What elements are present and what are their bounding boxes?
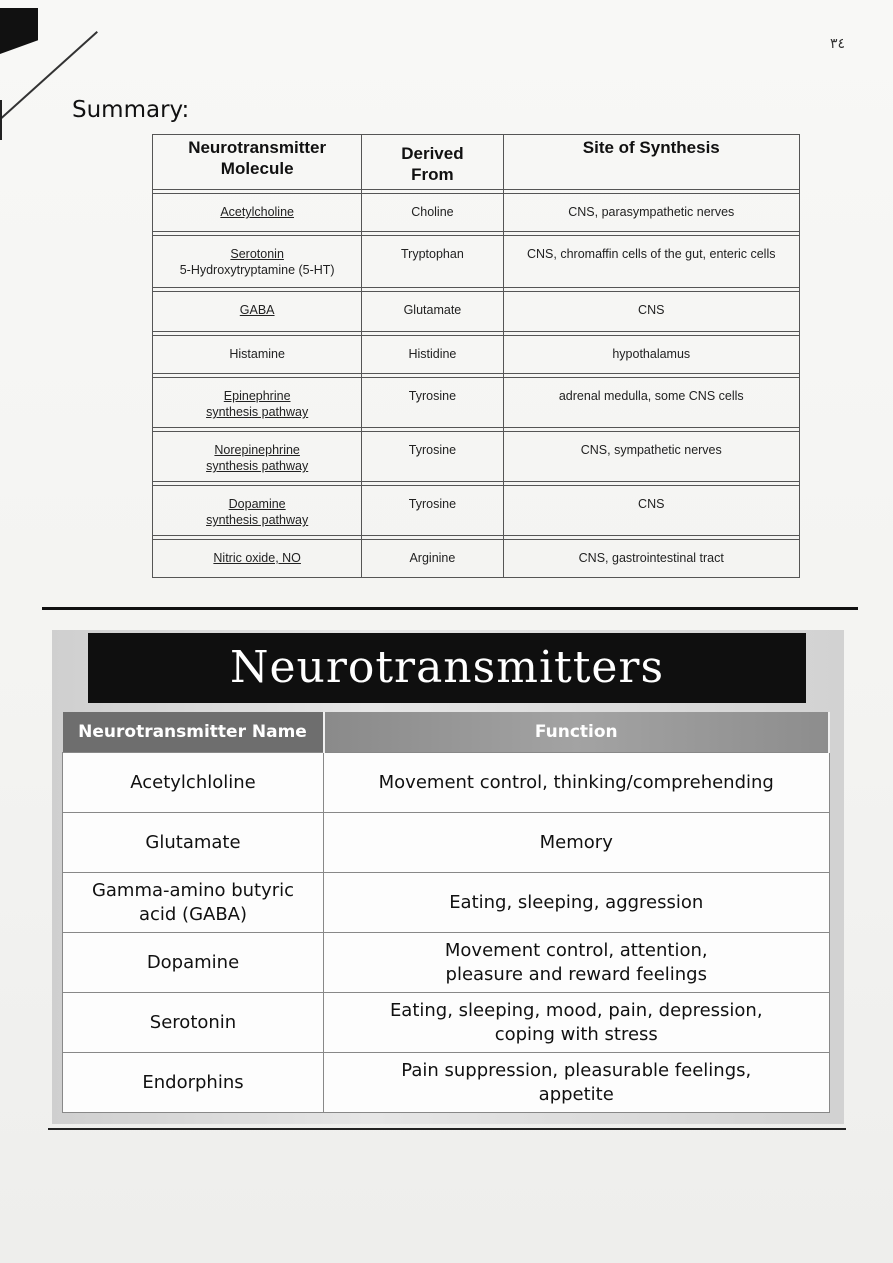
header-site-label: Site of Synthesis	[582, 138, 720, 157]
molecule-link[interactable]: GABA	[239, 303, 275, 317]
table-row	[153, 540, 800, 578]
header-function: Function	[324, 712, 830, 753]
nt-name: Acetylchloline	[63, 753, 324, 813]
table-row	[63, 753, 830, 813]
table-row	[153, 432, 800, 482]
derived-cell: Tyrosine	[362, 486, 503, 536]
table-row	[153, 378, 800, 428]
nt-function-line1: Movement control, thinking/comprehending	[378, 771, 774, 793]
table-row	[63, 933, 830, 993]
nt-name: Glutamate	[63, 813, 324, 873]
nt-function-line1: Memory	[539, 831, 613, 853]
table-row	[63, 1053, 830, 1113]
site-cell: CNS	[503, 486, 799, 536]
nt-function	[324, 1053, 830, 1113]
derived-cell: Tryptophan	[362, 236, 503, 288]
nt-function	[324, 753, 830, 813]
header-name: Neurotransmitter Name	[63, 712, 324, 753]
table-row	[153, 486, 800, 536]
nt-function-line1: Pain suppression, pleasurable feelings,	[401, 1059, 752, 1081]
header-molecule-line2: Molecule	[220, 159, 294, 178]
nt-header-row	[63, 712, 830, 753]
section-divider	[42, 607, 858, 610]
scan-edge-line	[0, 100, 2, 140]
molecule-link[interactable]: Acetylcholine	[220, 205, 294, 219]
nt-name: Serotonin	[63, 993, 324, 1053]
table-row	[153, 236, 800, 288]
nt-function-line2: pleasure and reward feelings	[445, 963, 707, 985]
site-cell: CNS, sympathetic nerves	[503, 432, 799, 482]
neurotransmitters-title: Neurotransmitters	[88, 633, 806, 703]
table-row	[153, 194, 800, 232]
table-row	[63, 873, 830, 933]
table-row	[153, 292, 800, 332]
nt-name: Gamma-amino butyric acid (GABA)	[63, 873, 324, 933]
derived-cell: Tyrosine	[362, 432, 503, 482]
molecule-link[interactable]: Dopamine	[228, 497, 286, 511]
molecule-link[interactable]: Epinephrine	[223, 389, 291, 403]
neurotransmitters-table	[62, 712, 830, 1113]
bottom-rule	[48, 1128, 846, 1130]
molecule-link[interactable]: Serotonin	[230, 247, 284, 261]
header-derived	[362, 135, 503, 190]
derived-cell: Histidine	[362, 336, 503, 374]
nt-name: Endorphins	[63, 1053, 324, 1113]
pathway-link[interactable]: synthesis pathway	[206, 459, 309, 473]
site-cell: hypothalamus	[503, 336, 799, 374]
table-row	[63, 813, 830, 873]
derived-cell: Arginine	[362, 540, 503, 578]
derived-cell: Glutamate	[362, 292, 503, 332]
site-cell: adrenal medulla, some CNS cells	[503, 378, 799, 428]
nt-function	[324, 813, 830, 873]
site-cell: CNS, parasympathetic nerves	[503, 194, 799, 232]
molecule-link[interactable]: Norepinephrine	[214, 443, 300, 457]
table-row	[153, 336, 800, 374]
header-derived-line1: Derived	[401, 144, 464, 163]
molecule-subtitle: 5-Hydroxytryptamine (5-HT)	[179, 263, 335, 277]
molecule-link[interactable]: Nitric oxide, NO	[213, 551, 301, 565]
nt-function-line2: appetite	[538, 1083, 614, 1105]
nt-function	[324, 933, 830, 993]
site-cell: CNS, gastrointestinal tract	[503, 540, 799, 578]
header-molecule-line1: Neurotransmitter	[188, 138, 327, 157]
summary-table	[152, 134, 800, 578]
nt-function	[324, 873, 830, 933]
molecule-cell: Histamine	[153, 336, 362, 374]
page-number: ٣٤	[829, 36, 845, 52]
nt-function-line1: Eating, sleeping, mood, pain, depression,	[389, 999, 763, 1021]
summary-header-row	[153, 135, 800, 190]
header-derived-line2: From	[411, 165, 454, 184]
nt-function	[324, 993, 830, 1053]
nt-function-line2: coping with stress	[494, 1023, 658, 1045]
pathway-link[interactable]: synthesis pathway	[206, 513, 309, 527]
site-cell: CNS, chromaffin cells of the gut, enteric cells	[503, 236, 799, 288]
site-cell: CNS	[503, 292, 799, 332]
header-molecule	[153, 135, 362, 190]
table-row	[63, 993, 830, 1053]
summary-heading: Summary:	[72, 97, 190, 123]
nt-function-line1: Movement control, attention,	[444, 939, 708, 961]
nt-function-line1: Eating, sleeping, aggression	[449, 891, 704, 913]
header-site	[503, 135, 799, 190]
derived-cell: Tyrosine	[362, 378, 503, 428]
pathway-link[interactable]: synthesis pathway	[206, 405, 309, 419]
derived-cell: Choline	[362, 194, 503, 232]
nt-name: Dopamine	[63, 933, 324, 993]
